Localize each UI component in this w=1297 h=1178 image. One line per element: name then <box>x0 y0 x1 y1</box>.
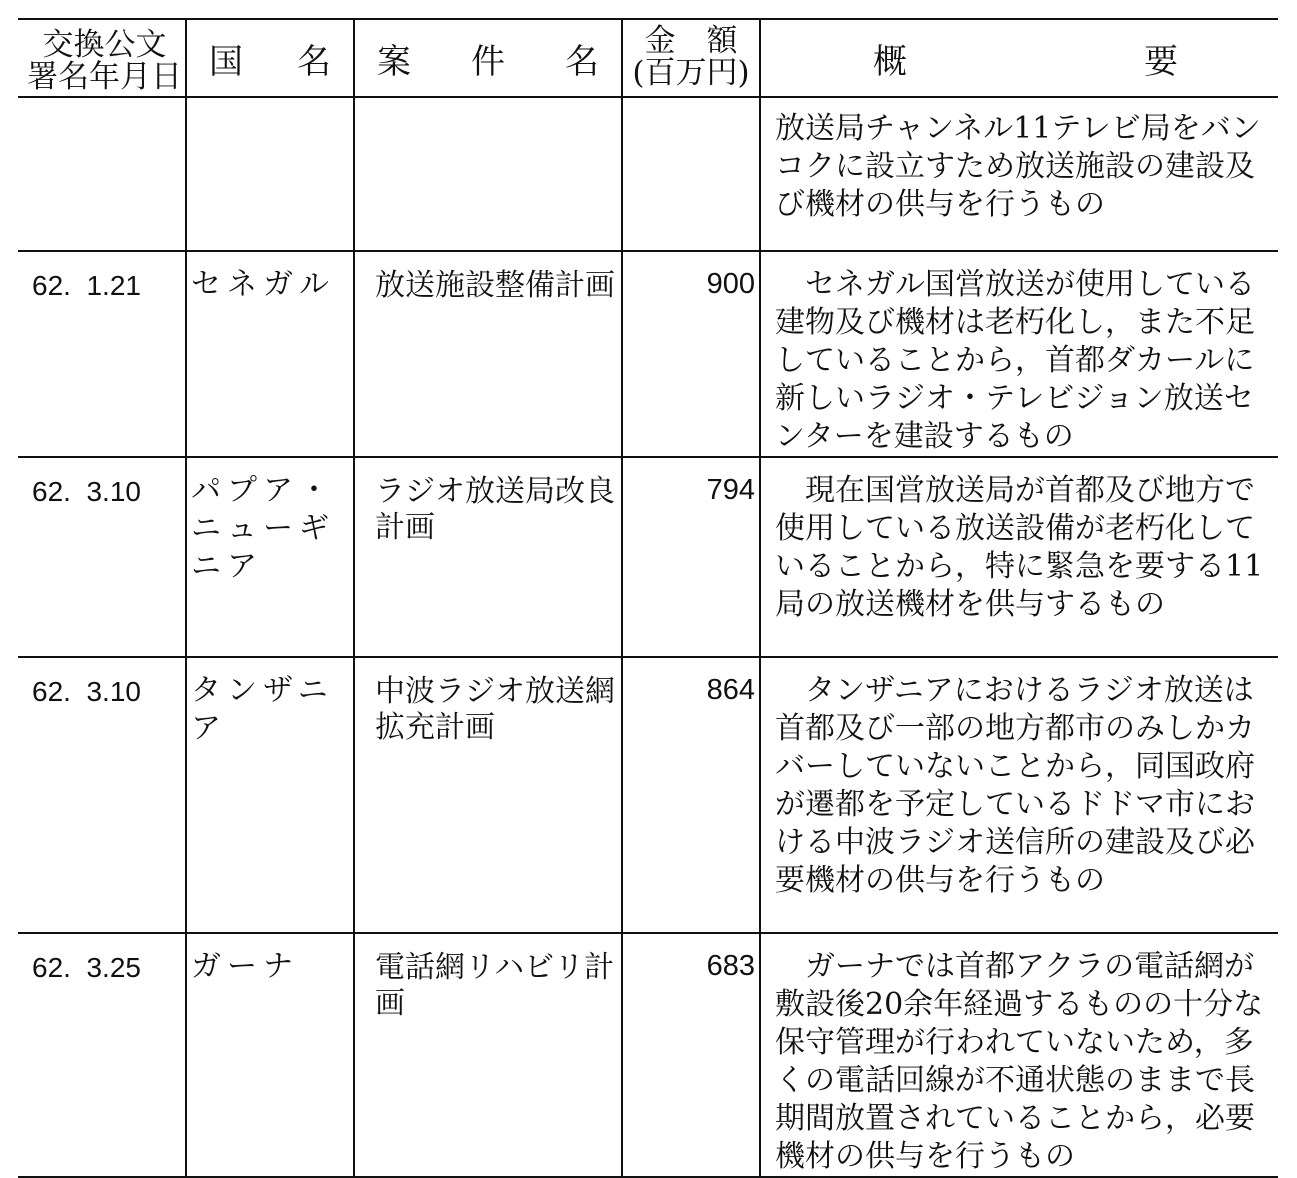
project-name <box>355 98 621 114</box>
table-row <box>18 657 1278 933</box>
amount-value: 794 <box>706 474 755 506</box>
country-name: パプア・ニューギニア <box>191 473 335 584</box>
document-page <box>18 18 1278 1178</box>
amount-value: 864 <box>706 674 755 706</box>
header-country-char: 名 <box>297 41 331 82</box>
summary-text: タンザニアにおけるラジオ放送は首都及び一部の地方都市のみしかカバーしていないことから，同国政府が遷都を予定しているドドマ市における中波ラジオ送信所の建設及び必要機材の供与を行うもの <box>775 673 1255 898</box>
header-summary <box>760 19 1278 97</box>
signing-date: 62. 3.10 <box>32 476 141 507</box>
country-name: タンザニア <box>191 673 334 746</box>
header-country-char: 国 <box>209 41 243 82</box>
summary-text: セネガル国営放送が使用している建物及び機材は老朽化し，また不足していることから，首都ダカールに新しいラジオ・テレビジョン放送センターを建設するもの <box>775 267 1255 454</box>
project-name: 電話網リハビリ計画 <box>375 950 615 1021</box>
project-name: 中波ラジオ放送網拡充計画 <box>375 674 615 745</box>
table-row <box>18 97 1278 251</box>
table-row <box>18 457 1278 657</box>
header-summary-char: 概 <box>873 41 907 82</box>
country-name: ガーナ <box>191 949 299 984</box>
amount-value: 900 <box>706 268 755 300</box>
project-name: 放送施設整備計画 <box>375 268 615 303</box>
header-signing-date <box>18 19 186 97</box>
table-row <box>18 933 1278 1177</box>
amount-value: 683 <box>706 950 755 982</box>
country-name <box>187 98 353 112</box>
summary-text: 現在国営放送局が首都及び地方で使用している放送設備が老朽化していることから，特に緊急を要する11局の放送機材を供与するもの <box>775 473 1264 622</box>
signing-date: 62. 3.25 <box>32 952 141 983</box>
header-country <box>186 19 354 97</box>
table-row <box>18 251 1278 457</box>
header-amount <box>622 19 760 97</box>
header-amount-label: 金 額 (百万円) <box>632 23 750 91</box>
header-project-char: 名 <box>565 41 599 82</box>
signing-date: 62. 1.21 <box>32 270 141 301</box>
header-summary-char: 要 <box>1144 41 1178 82</box>
grant-aid-table <box>18 18 1278 1178</box>
project-name: ラジオ放送局改良計画 <box>375 474 615 545</box>
summary-text: 放送局チャンネル11テレビ局をバンコクに設立すため放送施設の建設及び機材の供与を行うもの <box>775 111 1261 222</box>
summary-text: ガーナでは首都アクラの電話網が敷設後20余年経過するものの十分な保守管理が行われていないため，多くの電話回線が不通状態のままで長期間放置されていることから，必要機材の供与を行うもの <box>775 949 1264 1174</box>
table-header-row <box>18 19 1278 97</box>
country-name: セネガル <box>191 267 335 302</box>
signing-date <box>18 98 185 116</box>
signing-date: 62. 3.10 <box>32 676 141 707</box>
header-project-char: 案 <box>377 41 411 82</box>
header-project <box>354 19 622 97</box>
header-project-char: 件 <box>471 41 505 82</box>
header-signing-date-label: 交換公文 署名年月日 <box>27 27 182 95</box>
amount-value <box>623 98 759 114</box>
